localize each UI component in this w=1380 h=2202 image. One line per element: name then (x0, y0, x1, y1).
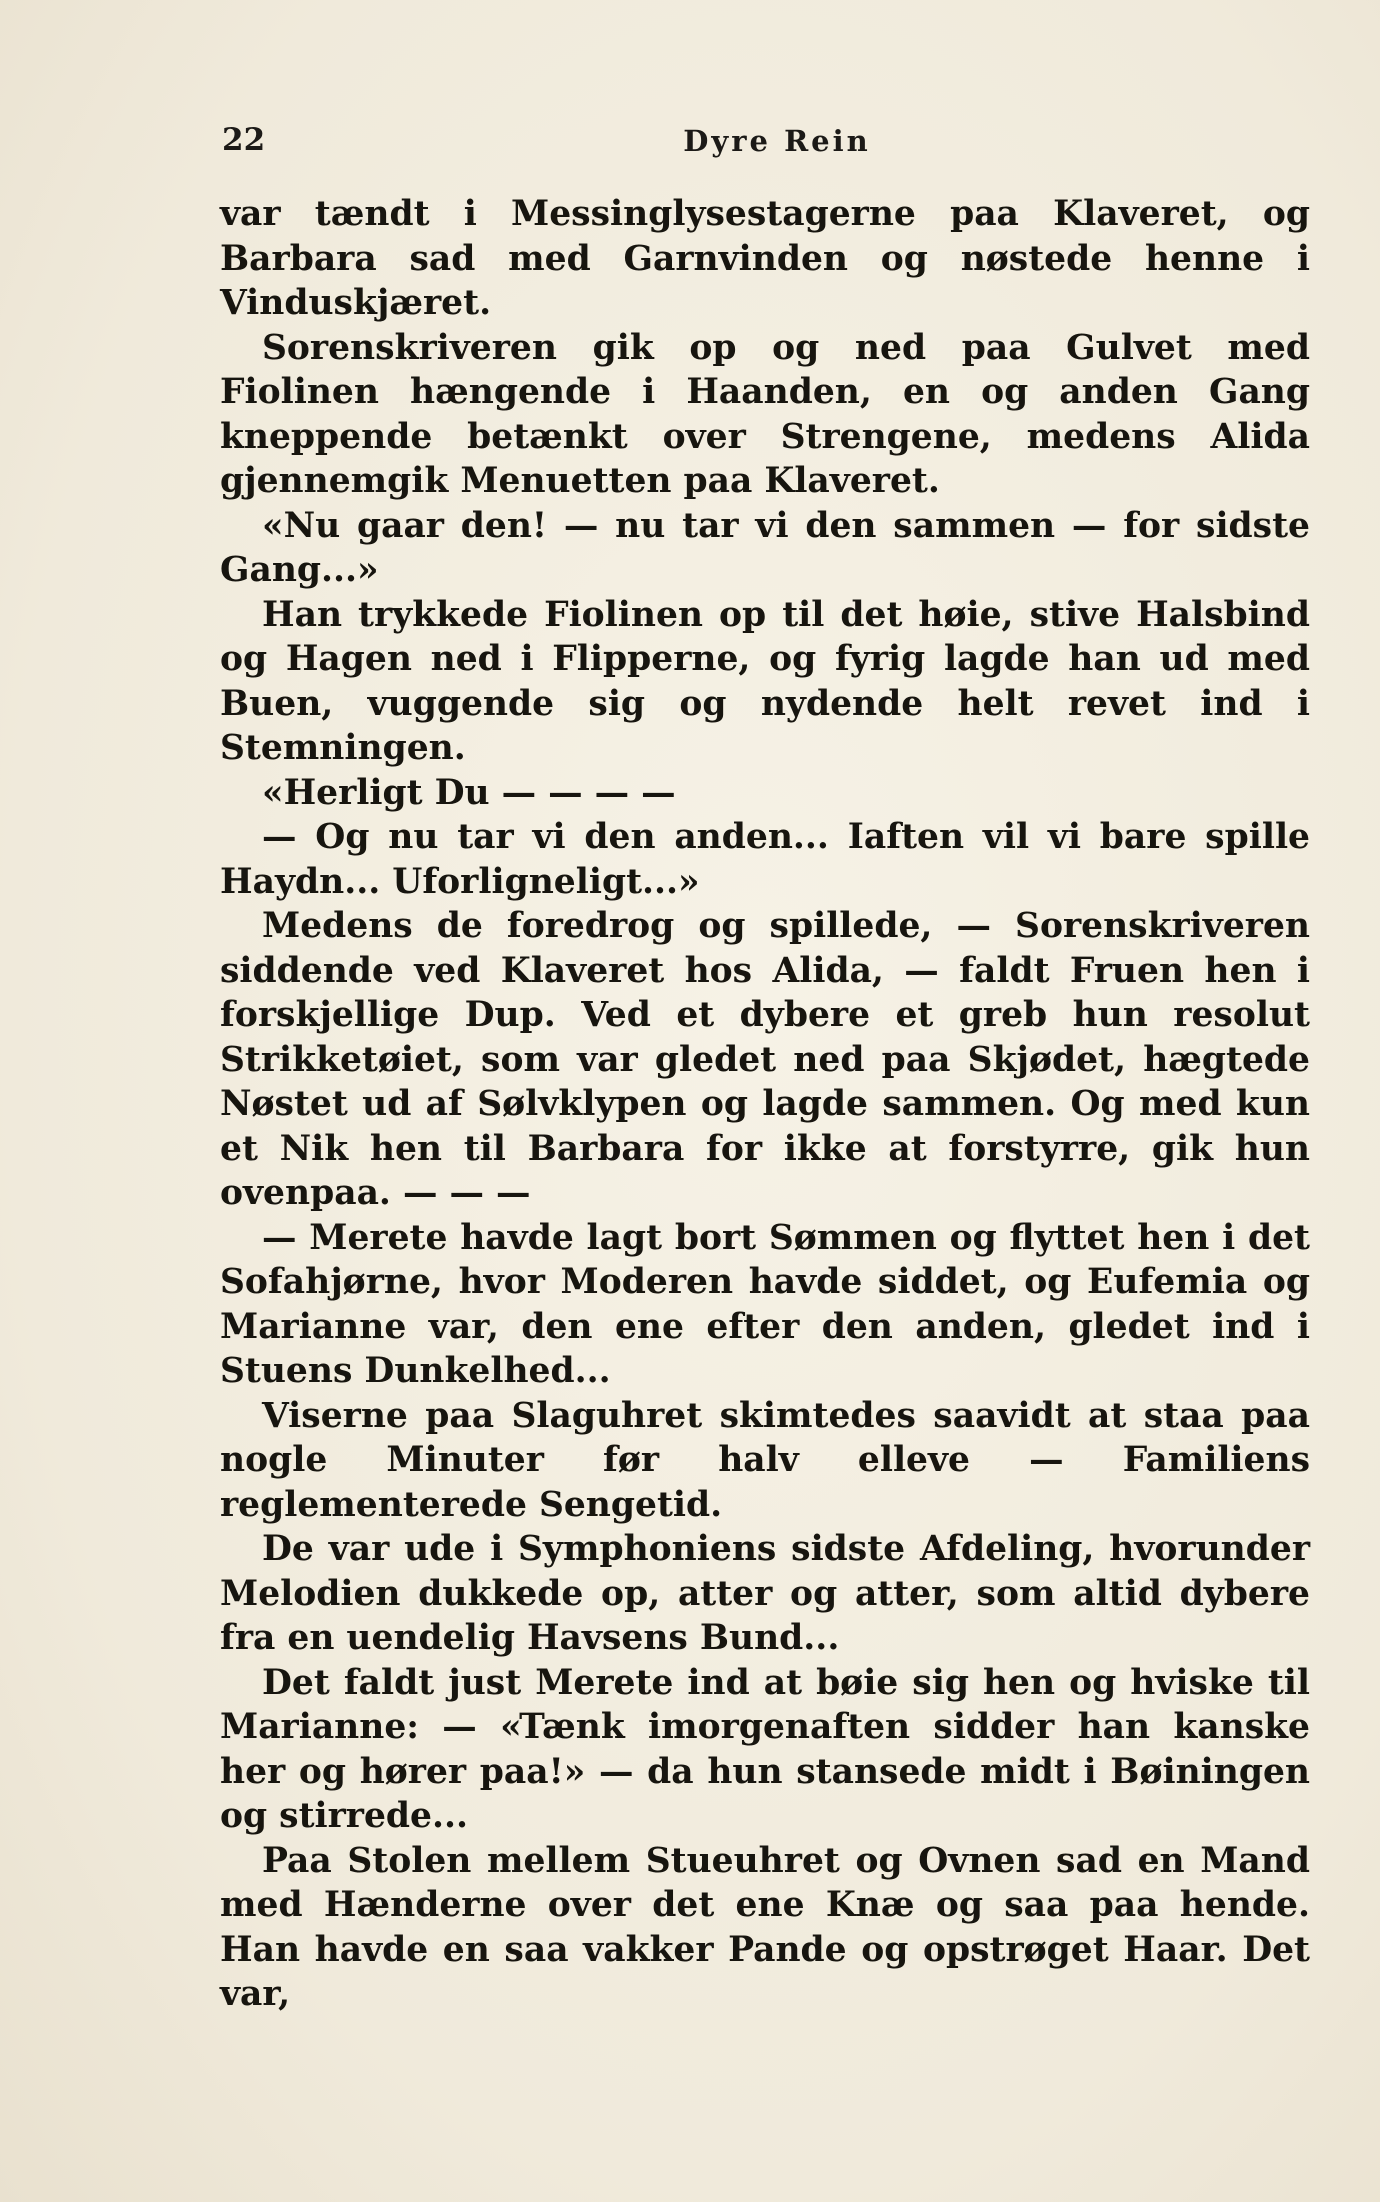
paragraph: «Herligt Du — — — — (262, 772, 676, 813)
paragraph: var tændt i Messinglysestagerne paa Klaveret, og Barbara sad med Garnvinden og nøstede henne i Vinduskjæret. (220, 194, 1310, 323)
paragraph: Medens de foredrog og spillede, — Sorenskriveren siddende ved Klaveret hos Alida, — faldt Fruen hen i forskjellige Dup. Ved et dybere et greb hun resolut Strikketøiet, som var gledet ned paa Skjødet, hægtede Nøstet ud af Sølvklypen og lagde sammen. Og med kun et Nik hen til Barbara for ikke at forstyrre, gik hun ovenpaa. — — — (220, 906, 1310, 1213)
paragraph: De var ude i Symphoniens sidste Afdeling, hvorunder Melodien dukkede op, atter og atter, som altid dybere fra en uendelig Havsens Bund... (220, 1529, 1310, 1658)
paragraph: Viserne paa Slaguhret skimtedes saavidt at staa paa nogle Minuter før halv elleve — Familiens reglementerede Sengetid. (220, 1395, 1310, 1525)
paragraph: «Nu gaar den! — nu tar vi den sammen — for sidste Gang...» (220, 505, 1310, 590)
paragraph: Det faldt just Merete ind at bøie sig hen og hviske til Marianne: — «Tænk imorgenaften sidder han kanske her og hører paa!» — da hun stansede midt i Bøiningen og stirrede... (220, 1662, 1310, 1836)
page-number: 22 (222, 122, 266, 158)
page-header (222, 122, 1332, 166)
paragraph: Han trykkede Fiolinen op til det høie, stive Halsbind og Hagen ned i Flipperne, og fyrig lagde han ud med Buen, vuggende sig og nydende helt revet ind i Stemningen. (220, 594, 1310, 768)
paragraph: — Og nu tar vi den anden... Iaften vil vi bare spille Haydn... Uforligneligt...» (220, 817, 1310, 902)
paragraph: — Merete havde lagt bort Sømmen og flyttet hen i det Sofahjørne, hvor Moderen havde siddet, og Eufemia og Marianne var, den ene efter den anden, gledet ind i Stuens Dunkelhed... (220, 1217, 1310, 1391)
paragraph: Sorenskriveren gik op og ned paa Gulvet med Fiolinen hængende i Haanden, en og anden Gang kneppende betænkt over Strengene, medens Alida gjennemgik Menuetten paa Klaveret. (220, 327, 1310, 501)
body-text (220, 192, 1310, 2017)
running-head: Dyre Rein (683, 124, 871, 158)
paragraph: Paa Stolen mellem Stueuhret og Ovnen sad en Mand med Hænderne over det ene Knæ og saa paa hende. Han havde en saa vakker Pande og opstrøget Haar. Det var, (220, 1840, 1310, 2014)
